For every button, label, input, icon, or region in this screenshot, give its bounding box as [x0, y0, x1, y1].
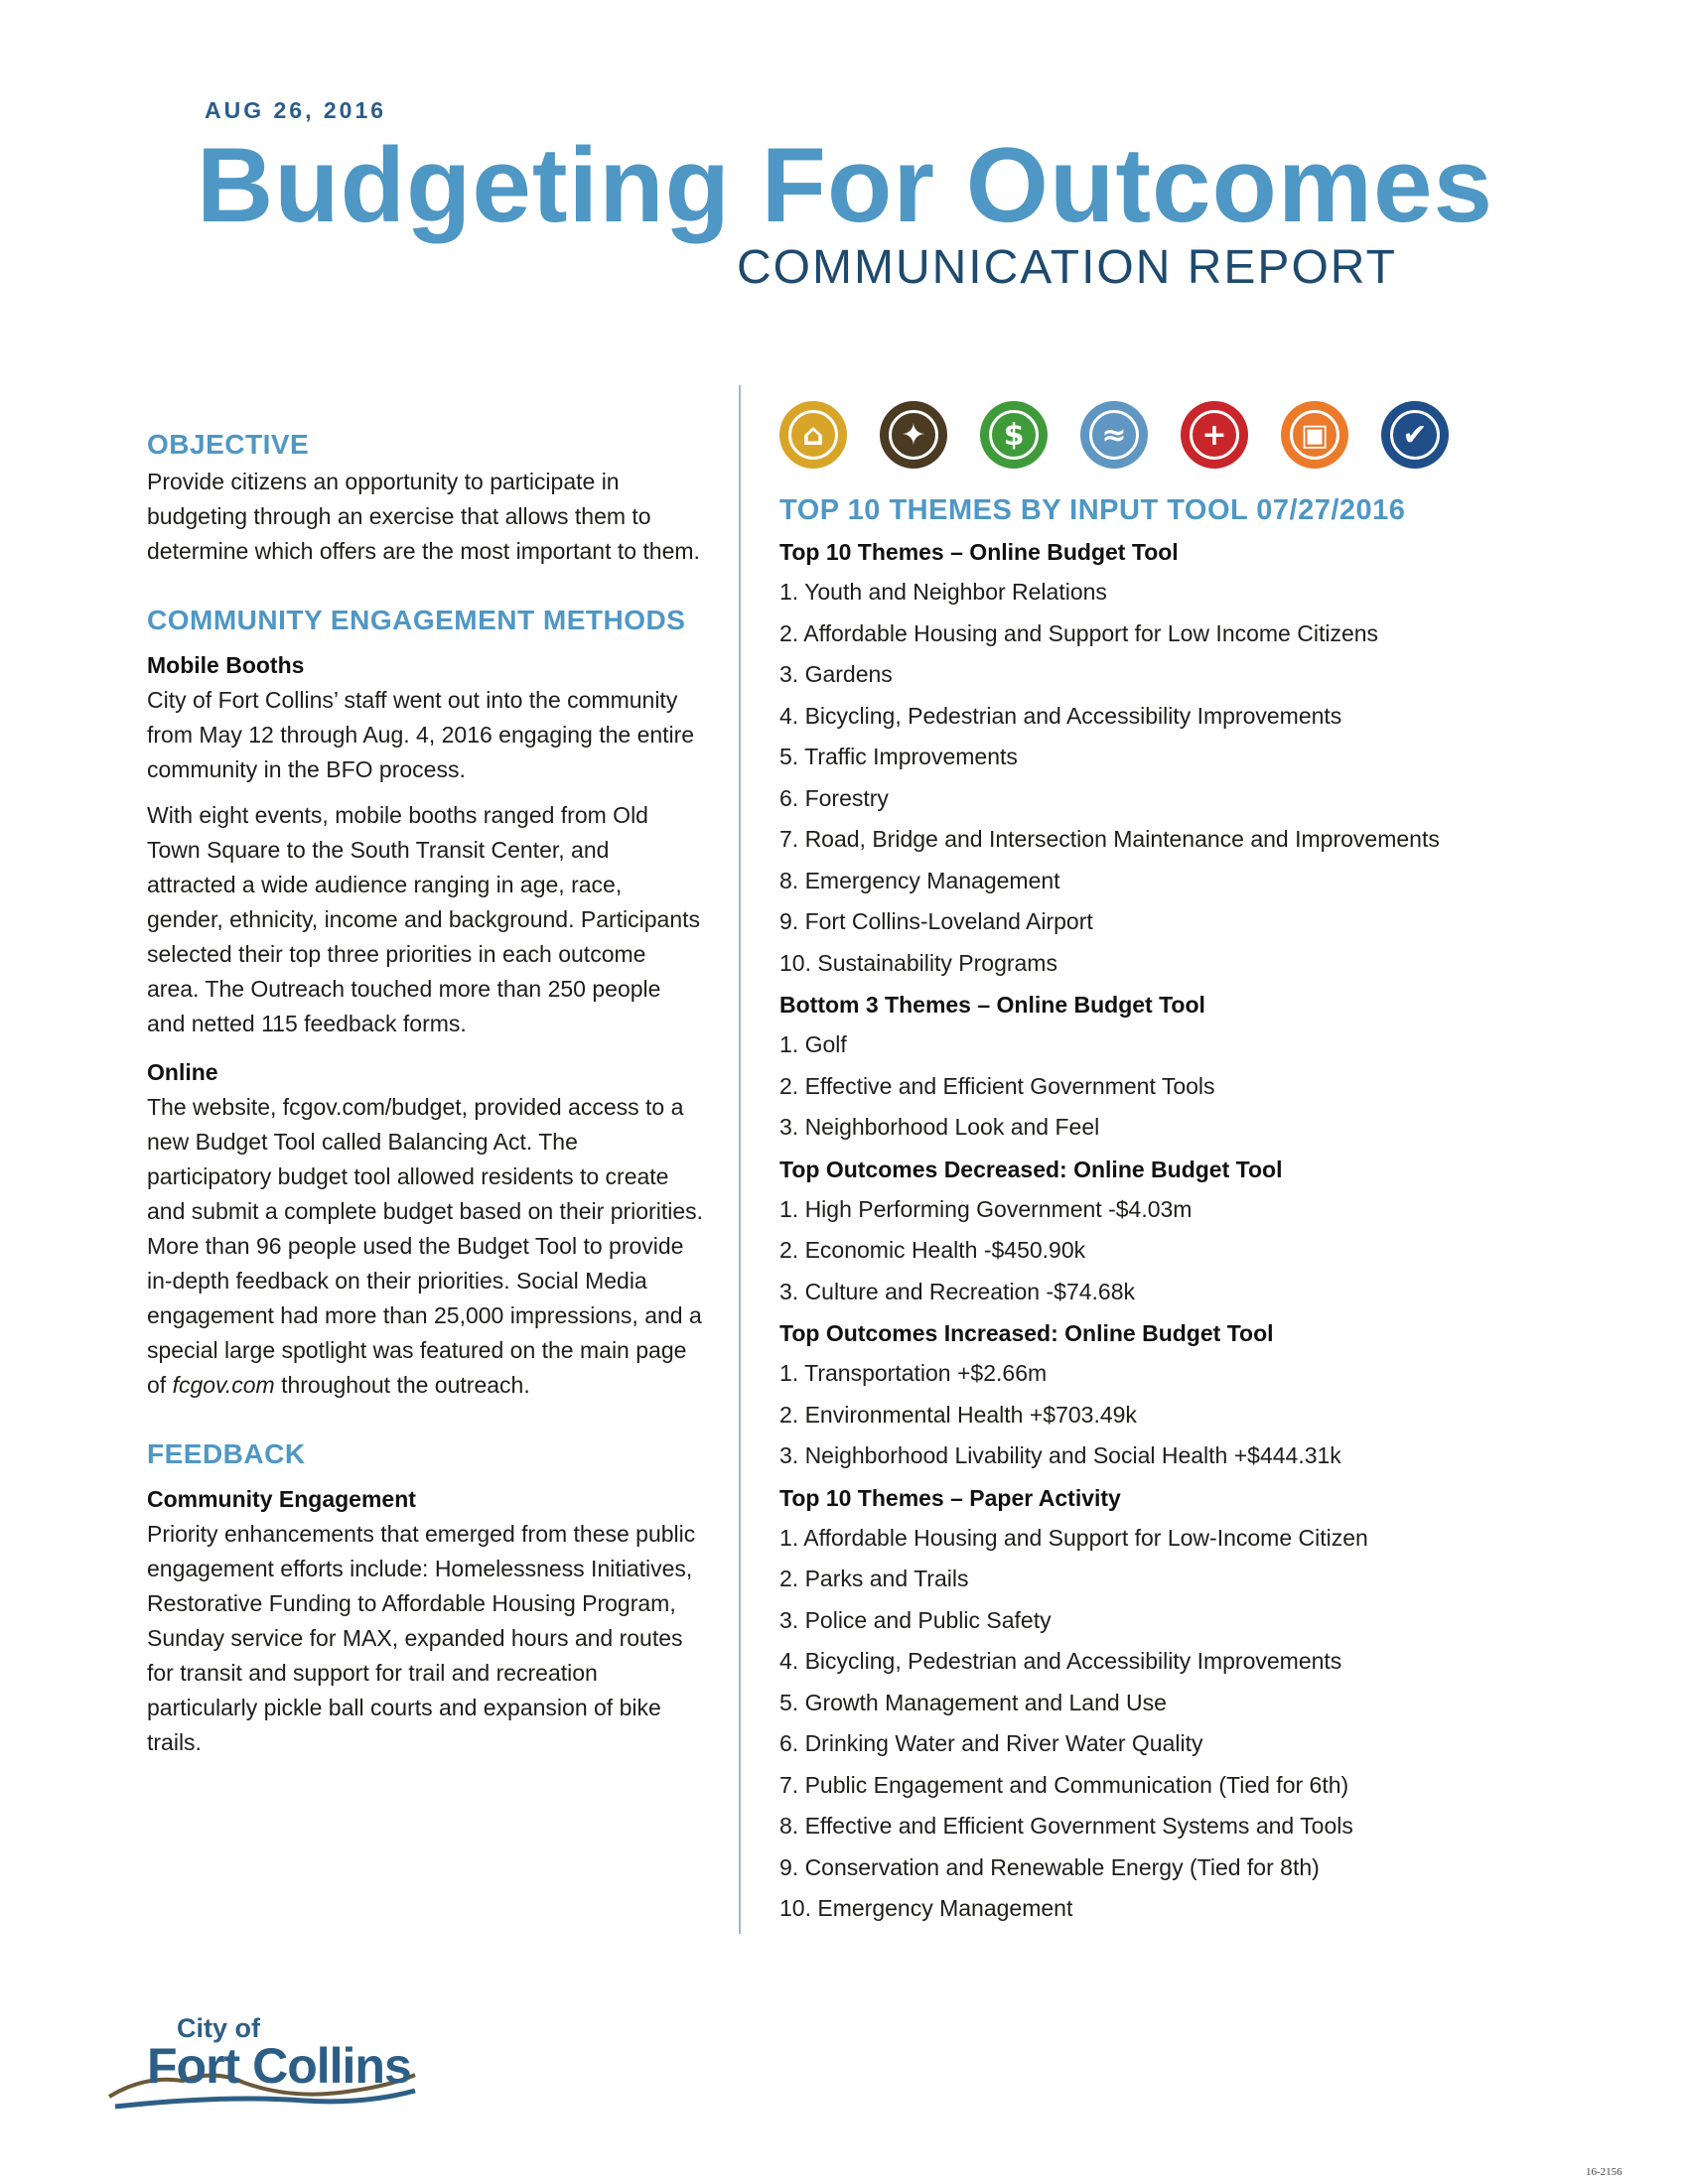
report-date: AUG 26, 2016: [205, 97, 387, 123]
list-item: 1. Transportation +$2.66m: [779, 1360, 1048, 1386]
page-title: Budgeting For Outcomes: [197, 125, 1493, 244]
list-item: 2. Effective and Efficient Government Tools: [779, 1072, 1215, 1099]
objective-heading: OBJECTIVE: [147, 429, 310, 460]
neighborhood-icon-glyph: ⌂: [802, 417, 824, 453]
list-item: 10. Emergency Management: [779, 1895, 1073, 1921]
list-item: 7. Public Engagement and Communication (Tied for 6th): [779, 1771, 1349, 1798]
dollar-icon: [980, 401, 1048, 469]
list-item: 5. Growth Management and Land Use: [779, 1689, 1167, 1715]
list-item: 9. Fort Collins-Loveland Airport: [779, 908, 1093, 934]
themes-sections: [779, 539, 1514, 1930]
bus-icon: [1281, 401, 1348, 469]
list-item: 1. Golf: [779, 1031, 847, 1057]
health-cross-icon: [1181, 401, 1248, 469]
document-code: 16-2156: [1586, 2166, 1622, 2178]
themes-heading: TOP 10 THEMES BY INPUT TOOL 07/27/2016: [779, 494, 1406, 526]
list-item: 2. Affordable Housing and Support for Low Income Citizens: [779, 619, 1379, 646]
government-icon-glyph: ✔: [1402, 417, 1428, 453]
environment-icon-glyph: ≈: [1101, 417, 1127, 453]
objective-text: Provide citizens an opportunity to participate in budgeting through an exercise that allows them to determine which offers are the most important to them.: [147, 469, 700, 564]
fort-collins-logo: [105, 2005, 423, 2115]
page-subtitle: COMMUNICATION REPORT: [737, 241, 1397, 294]
list-item: 2. Parks and Trails: [779, 1566, 969, 1591]
outcome-icons-row: [779, 401, 1514, 473]
online-heading: Online: [147, 1059, 218, 1085]
online-text-end: throughout the outreach.: [274, 1372, 530, 1398]
section-title: Top Outcomes Increased: Online Budget Tool: [779, 1320, 1274, 1346]
list-item: 3. Gardens: [779, 661, 893, 687]
section-title: Bottom 3 Themes – Online Budget Tool: [779, 992, 1205, 1018]
column-divider: [739, 385, 741, 1934]
government-icon: [1381, 401, 1449, 469]
theme-list: [779, 1024, 1514, 1149]
list-item: 3. Culture and Recreation -$74.68k: [779, 1278, 1135, 1304]
list-item: 6. Forestry: [779, 784, 889, 811]
list-item: 10. Sustainability Programs: [779, 949, 1057, 976]
theme-list: [779, 572, 1514, 984]
logo-city-text: City of: [177, 2013, 260, 2043]
list-item: 7. Road, Bridge and Intersection Maintenance and Improvements: [779, 826, 1440, 852]
list-item: 6. Drinking Water and River Water Quality: [779, 1730, 1203, 1756]
online-text-main: The website, fcgov.com/budget, provided access to a new Budget Tool called Balancing Act. The participatory budget tool allowed residents to create and submit a complete budget based on their priorities. More than 96 people used the Budget Tool to provide in-depth feedback on their priorities. Social Media engagement had more than 25,000 impressions, and a special large spotlight was featured on the main page of: [147, 1094, 703, 1398]
environment-icon: [1080, 401, 1148, 469]
list-item: 4. Bicycling, Pedestrian and Accessibility Improvements: [779, 1648, 1342, 1674]
list-item: 3. Neighborhood Look and Feel: [779, 1114, 1100, 1140]
list-item: 1. Youth and Neighbor Relations: [779, 579, 1107, 605]
bus-icon-glyph: ▣: [1300, 417, 1330, 453]
dollar-icon-glyph: $: [1003, 417, 1025, 453]
right-column: [779, 401, 1514, 1930]
list-item: 3. Neighborhood Livability and Social Health +$444.31k: [779, 1442, 1341, 1468]
pedestrian-icon-glyph: ✦: [901, 417, 926, 453]
logo-name-text: Fort Collins: [147, 2038, 411, 2094]
list-item: 5. Traffic Improvements: [779, 744, 1018, 769]
fcgov-link-text: fcgov.com: [172, 1372, 275, 1398]
health-cross-icon-glyph: +: [1201, 417, 1227, 453]
section-title: Top 10 Themes – Online Budget Tool: [779, 539, 1179, 565]
feedback-heading: FEEDBACK: [147, 1438, 306, 1469]
list-item: 3. Police and Public Safety: [779, 1606, 1052, 1633]
methods-heading: COMMUNITY ENGAGEMENT METHODS: [147, 605, 686, 635]
list-item: 2. Economic Health -$450.90k: [779, 1237, 1086, 1263]
section-title: Top 10 Themes – Paper Activity: [779, 1484, 1121, 1511]
list-item: 1. Affordable Housing and Support for Low-Income Citizen: [779, 1524, 1368, 1551]
theme-list: [779, 1353, 1514, 1477]
community-engagement-heading: Community Engagement: [147, 1486, 416, 1512]
mobile-booths-text-2: With eight events, mobile booths ranged from Old Town Square to the South Transit Center, and attracted a wide audience ranging in age, race, gender, ethnicity, income and background. Participants selected their top three priorities in each outcome area. The Outreach touched more than 250 people and netted 115 feedback forms.: [147, 802, 701, 1036]
theme-list: [779, 1189, 1514, 1313]
mobile-booths-text-1: City of Fort Collins’ staff went out into the community from May 12 through Aug. 4, 2016 engaging the entire community in the BFO process.: [147, 687, 695, 782]
list-item: 8. Emergency Management: [779, 867, 1060, 893]
list-item: 8. Effective and Efficient Government Systems and Tools: [779, 1813, 1353, 1839]
mobile-booths-heading: Mobile Booths: [147, 652, 305, 678]
community-engagement-text: Priority enhancements that emerged from these public engagement efforts include: Homelessness Initiatives, Restorative Funding to Affordable Housing Program, Sunday service for MAX, expanded hours and routes for transit and support for trail and recreation particularly pickle ball courts and expansion of bike trails.: [147, 1521, 696, 1755]
list-item: 4. Bicycling, Pedestrian and Accessibility Improvements: [779, 702, 1342, 729]
list-item: 2. Environmental Health +$703.49k: [779, 1401, 1137, 1428]
online-text: [147, 1090, 703, 1403]
neighborhood-icon: [779, 401, 847, 469]
theme-list: [779, 1518, 1514, 1930]
list-item: 1. High Performing Government -$4.03m: [779, 1195, 1193, 1222]
list-item: 9. Conservation and Renewable Energy (Tied for 8th): [779, 1853, 1320, 1880]
section-title: Top Outcomes Decreased: Online Budget Tool: [779, 1156, 1283, 1182]
left-column: [147, 429, 703, 1760]
pedestrian-icon: [880, 401, 947, 469]
